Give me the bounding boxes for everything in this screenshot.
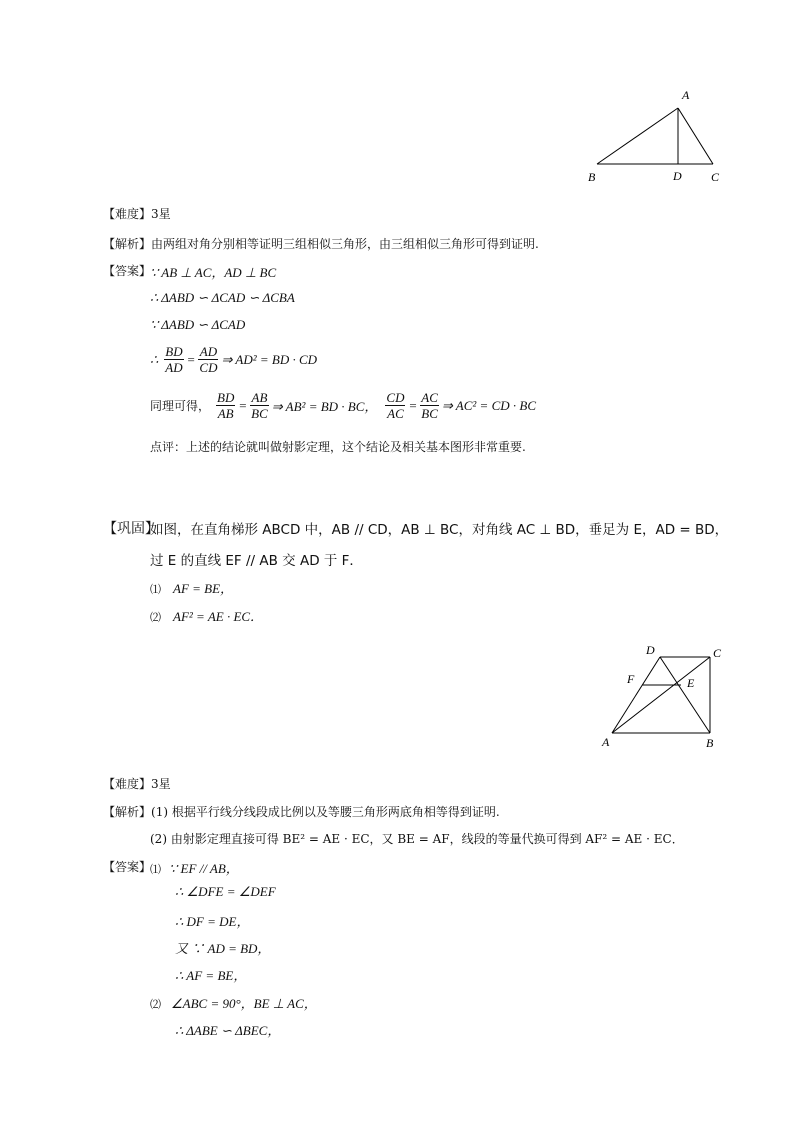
vertex-label-a: A (682, 88, 690, 102)
analysis-line2: (2) 由射影定理直接可得 BE² = AE · EC，又 BE = AF，线段的等量代换可得到 AF² = AE · EC． (150, 832, 684, 846)
question1 (150, 578, 233, 597)
answer2-part1-line3: ∴ DF = DE， (175, 914, 250, 929)
vertex-label-b: B (706, 736, 714, 750)
answer-label-2: 【答案】 (103, 860, 152, 874)
line4-tail: ⇒ AD² = BD · CD (221, 351, 318, 367)
q2-text: AF² = AE · EC． (173, 609, 264, 624)
answer2-part1-line1: ⑴ ∵ EF // AB， (150, 861, 239, 876)
answer1-line1: ∵ AB ⊥ AC，AD ⊥ BC (150, 265, 277, 280)
answer1-line5 (150, 390, 536, 421)
q1-text: AF = BE， (173, 581, 234, 596)
answer1-line2: ∴ ΔABD ∽ ΔCAD ∽ ΔCBA (150, 290, 295, 305)
vertex-label-c: C (713, 646, 722, 660)
equals: = (408, 397, 418, 413)
fraction-bd-ad: $\frac{BD}{AD}$ (165, 344, 183, 375)
vertex-label-e: E (687, 676, 695, 690)
side-da (612, 657, 660, 733)
analysis-label: 【解析】 (103, 805, 152, 819)
difficulty-row-2 (103, 775, 171, 792)
vertex-label-f: F (627, 672, 635, 686)
q2-number: ⑵ (150, 612, 161, 624)
difficulty-value: 3星 (151, 777, 171, 791)
difficulty-value: 3星 (151, 207, 171, 221)
side-ab (597, 108, 678, 164)
fraction-ab-bc: $\frac{AB}{BC}$ (251, 390, 268, 421)
a2-number: ⑵ (150, 999, 161, 1011)
difficulty-row-1 (103, 205, 171, 222)
equals: = (238, 397, 248, 413)
therefore-symbol: ∴ (150, 351, 159, 367)
comment-text: 点评：上述的结论就叫做射影定理，这个结论及相关基本图形非常重要. (150, 440, 526, 454)
vertex-label-d: D (646, 643, 655, 657)
difficulty-label: 【难度】 (103, 777, 152, 791)
diagonal-bd (660, 657, 710, 733)
answer2-part2-line2: ∴ ΔABE ∽ ΔBEC， (175, 1023, 281, 1038)
equals: = (186, 351, 196, 367)
similarly-text: 同理可得， (150, 399, 211, 413)
problem-line1: 如图，在直角梯形 ABCD 中，AB // CD，AB ⊥ BC，对角线 AC ⊥ BD，垂足为 E，AD = BD， (150, 522, 729, 538)
answer-label-1: 【答案】 (103, 264, 152, 278)
problem-line2: 过 E 的直线 EF // AB 交 AD 于 F． (150, 553, 363, 569)
vertex-label-b: B (588, 170, 596, 184)
answer2-part1-line2: ∴ ∠DFE = ∠DEF (175, 884, 276, 899)
figure-right-trapezoid (590, 640, 740, 755)
vertex-label-c: C (711, 170, 720, 184)
q1-number: ⑴ (150, 584, 161, 596)
fraction-bd-ab: $\frac{BD}{AB}$ (217, 390, 235, 421)
a1-number: ⑴ (150, 864, 161, 876)
fraction-cd-ac: $\frac{CD}{AC}$ (386, 390, 405, 421)
answer2-part1-line4: 又 ∵ AD = BD， (175, 941, 271, 956)
answer1-line4 (150, 344, 317, 375)
analysis-line1: (1) 根据平行线分线段成比例以及等腰三角形两底角相等得到证明. (151, 805, 500, 819)
vertex-label-d: D (673, 169, 682, 183)
analysis-label: 【解析】 (103, 237, 152, 251)
question2 (150, 606, 263, 625)
line5-mid: ⇒ AB² = BD · BC， (271, 399, 378, 414)
consolidation-label: 【巩固】 (103, 521, 159, 537)
analysis-row-2 (103, 803, 500, 820)
vertex-label-a: A (602, 735, 610, 749)
analysis-row-1 (103, 235, 539, 252)
answer1-line3: ∵ ΔABD ∽ ΔCAD (150, 317, 246, 332)
answer2-part2-line1: ⑵ ∠ABC = 90°，BE ⊥ AC， (150, 996, 317, 1011)
figure-right-triangle (580, 85, 730, 190)
answer2-part1-line5: ∴ AF = BE， (175, 968, 247, 983)
line5-tail: ⇒ AC² = CD · BC (441, 397, 537, 413)
fraction-ac-bc: $\frac{AC}{BC}$ (421, 390, 438, 421)
diagonal-ac (612, 657, 710, 733)
difficulty-label: 【难度】 (103, 207, 152, 221)
side-ac (678, 108, 713, 164)
analysis-text: 由两组对角分别相等证明三组相似三角形，由三组相似三角形可得到证明. (151, 237, 539, 251)
fraction-ad-cd: $\frac{AD}{CD}$ (199, 344, 218, 375)
